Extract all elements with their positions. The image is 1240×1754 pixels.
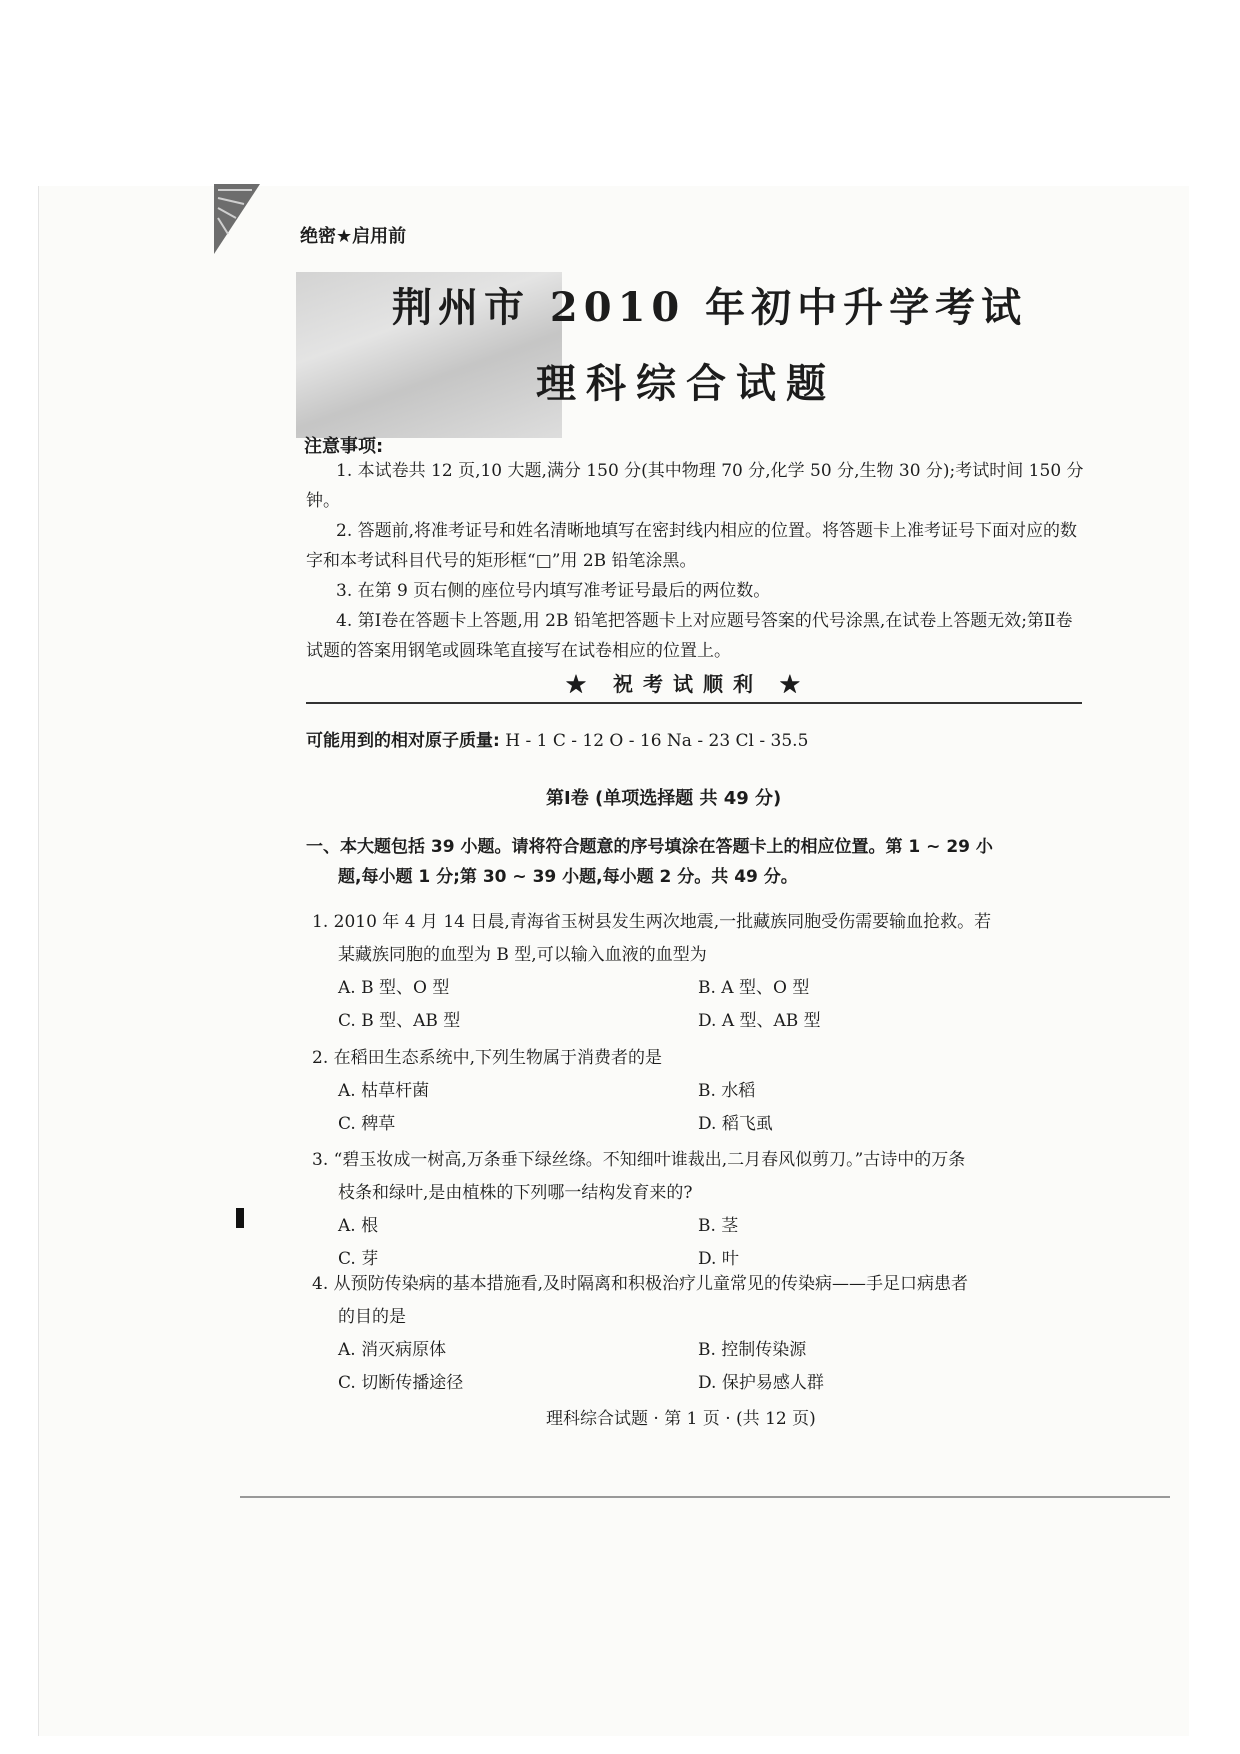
option-b: B. A 型、O 型 [698, 978, 810, 998]
atomic-mass-values: H - 1 C - 12 O - 16 Na - 23 Cl - 35.5 [505, 731, 809, 751]
option-d: D. A 型、AB 型 [698, 1011, 821, 1031]
page-footer: 理科综合试题 · 第 1 页 · (共 12 页) [546, 1409, 816, 1429]
option-c: C. B 型、AB 型 [338, 1011, 461, 1031]
question-4 [312, 1268, 1092, 1400]
divider [306, 702, 1082, 704]
scan-edge-line [240, 1496, 1170, 1498]
notice-item: 3. 在第 9 页右侧的座位号内填写准考证号最后的两位数。 [336, 581, 771, 601]
question-stem-cont: 枝条和绿叶,是由植株的下列哪一结构发育来的? [338, 1183, 693, 1203]
section-title: 第Ⅰ卷 (单项选择题 共 49 分) [546, 788, 782, 809]
notice-heading: 注意事项: [304, 436, 384, 457]
question-stem: 2. 在稻田生态系统中,下列生物属于消费者的是 [312, 1048, 663, 1068]
option-b: B. 水稻 [698, 1081, 756, 1101]
confidential-label: 绝密★启用前 [300, 226, 407, 247]
option-d: D. 稻飞虱 [698, 1114, 773, 1134]
good-luck-banner: ★ 祝考试顺利 ★ [566, 672, 810, 696]
question-1 [312, 906, 1092, 1038]
option-c: C. 稗草 [338, 1114, 396, 1134]
option-d: D. 保护易感人群 [698, 1373, 824, 1393]
question-stem-cont: 的目的是 [338, 1307, 406, 1327]
question-2 [312, 1042, 1092, 1141]
option-a: A. 消灭病原体 [338, 1340, 447, 1360]
instruction-line: 一、本大题包括 39 小题。请将符合题意的序号填涂在答题卡上的相应位置。第 1 ~ 29 小 [306, 837, 993, 857]
instruction-line: 题,每小题 1 分;第 30 ~ 39 小题,每小题 2 分。共 49 分。 [338, 867, 798, 887]
question-stem: 1. 2010 年 4 月 14 日晨,青海省玉树县发生两次地震,一批藏族同胞受伤需要输血抢救。若 [312, 912, 992, 932]
corner-decoration-icon [214, 184, 260, 254]
atomic-mass-line [306, 726, 808, 751]
section-instructions [306, 832, 1084, 892]
question-stem: 3. “碧玉妆成一树高,万条垂下绿丝绦。不知细叶谁裁出,二月春风似剪刀。”古诗中的万条 [312, 1150, 966, 1170]
option-a: A. 枯草杆菌 [338, 1081, 430, 1101]
option-c: C. 芽 [338, 1249, 379, 1269]
option-b: B. 控制传染源 [698, 1340, 807, 1360]
question-3 [312, 1144, 1092, 1276]
question-stem-cont: 某藏族同胞的血型为 B 型,可以输入血液的血型为 [338, 945, 707, 965]
notice-list [306, 456, 1084, 666]
option-b: B. 茎 [698, 1216, 739, 1236]
question-stem: 4. 从预防传染病的基本措施看,及时隔离和积极治疗儿童常见的传染病——手足口病患者 [312, 1274, 969, 1294]
exam-title: 荆州市 2010 年初中升学考试 [392, 284, 1028, 331]
atomic-mass-label: 可能用到的相对原子质量: [306, 731, 500, 751]
option-a: A. B 型、O 型 [338, 978, 450, 998]
notice-item: 4. 第Ⅰ卷在答题卡上答题,用 2B 铅笔把答题卡上对应题号答案的代号涂黑,在试卷上答题无效;第Ⅱ卷试题的答案用钢笔或圆珠笔直接写在试卷相应的位置上。 [306, 611, 1073, 661]
notice-item: 1. 本试卷共 12 页,10 大题,满分 150 分(其中物理 70 分,化学 50 分,生物 30 分);考试时间 150 分钟。 [306, 461, 1084, 511]
option-a: A. 根 [338, 1216, 379, 1236]
notice-item: 2. 答题前,将准考证号和姓名清晰地填写在密封线内相应的位置。将答题卡上准考证号下面对应的数字和本考试科目代号的矩形框“□”用 2B 铅笔涂黑。 [306, 521, 1078, 571]
exam-subtitle: 理科综合试题 [536, 360, 836, 407]
option-c: C. 切断传播途径 [338, 1373, 464, 1393]
option-d: D. 叶 [698, 1249, 739, 1269]
scan-mark [236, 1208, 244, 1228]
